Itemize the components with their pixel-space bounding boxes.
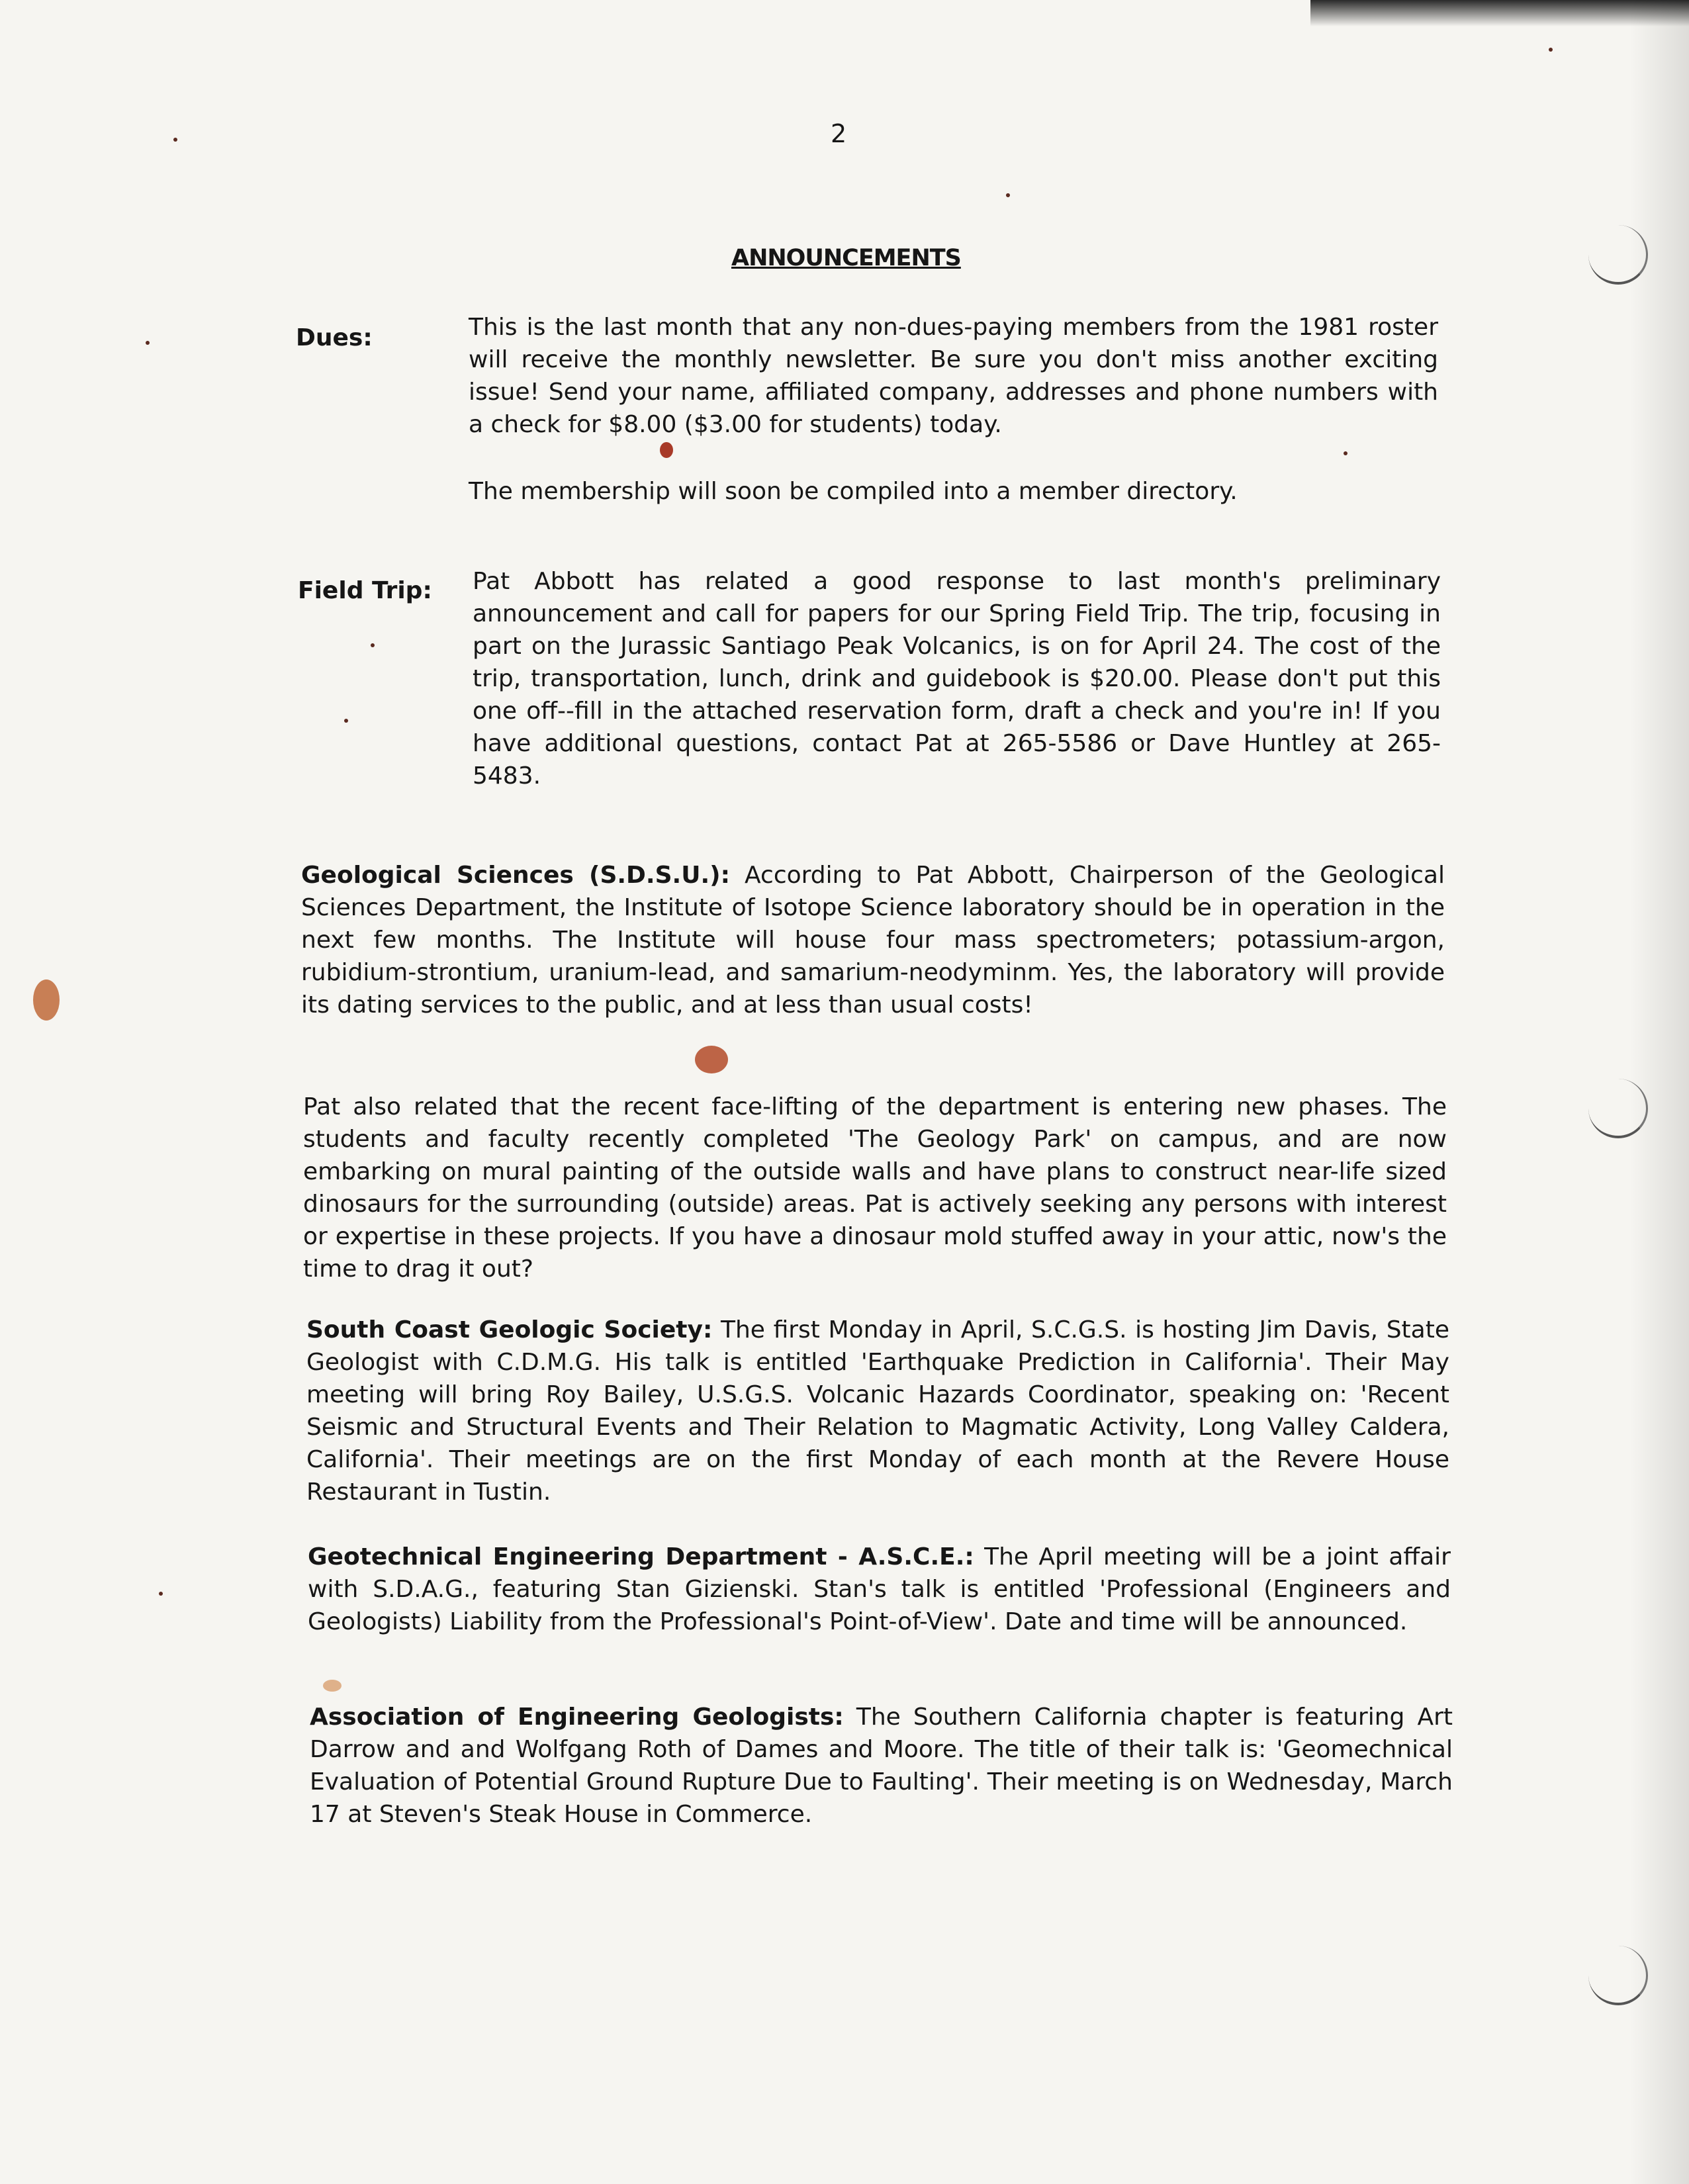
- speck: [146, 341, 150, 345]
- section-lead: Geotechnical Engineering Department - A.S.C.E.:: [308, 1543, 974, 1570]
- stain: [33, 979, 60, 1021]
- page-number: 2: [831, 119, 847, 148]
- section-lead: Geological Sciences (S.D.S.U.):: [301, 862, 730, 889]
- dues-paragraph: This is the last month that any non-dues-paying members from the 1981 roster will receive the monthly newsletter. Be sure you don't miss another exciting issue! Send your name, affiliated company, addresses and phone numbers with a check for $8.00 ($3.00 for students) today.: [469, 314, 1438, 438]
- page-title: ANNOUNCEMENTS: [731, 245, 961, 271]
- speck: [1549, 48, 1553, 52]
- binder-hole: [1588, 1079, 1648, 1138]
- field-trip-label: Field Trip:: [298, 577, 432, 604]
- speck: [159, 1592, 163, 1596]
- speck: [371, 643, 375, 647]
- south-coast-paragraph: [306, 1314, 1449, 1508]
- geotechnical-paragraph: [308, 1541, 1451, 1638]
- section-lead: Association of Engineering Geologists:: [310, 1704, 844, 1731]
- stain: [660, 442, 673, 458]
- section-text: The Southern California chapter is featuring Art Darrow and and Wolfgang Roth of Dames and Moore. The title of their talk is: 'Geomechnical Evaluation of Potential Ground Rupture Due to Faulting'. Their meeting is on Wednesday, March 17 at Steven's Steak House in Commerce.: [310, 1704, 1453, 1828]
- aeg-paragraph: [310, 1701, 1453, 1831]
- dues-note: The membership will soon be compiled into a member directory.: [469, 478, 1238, 505]
- speck: [1344, 451, 1347, 455]
- speck: [344, 719, 348, 723]
- stain: [323, 1680, 342, 1692]
- section-text: The first Monday in April, S.C.G.S. is hosting Jim Davis, State Geologist with C.D.M.G. His talk is entitled 'Earthquake Prediction in California'. Their May meeting will bring Roy Bailey, U.S.G.S. Volcanic Hazards Coordinator, speaking on: 'Recent Seismic and Structural Events and Their Relation to Magmatic Activity, Long Valley Caldera, California'. Their meetings are on the first Monday of each month at the Revere House Restaurant in Tustin.: [306, 1316, 1450, 1506]
- binder-hole: [1588, 1946, 1648, 2005]
- dues-label: Dues:: [296, 324, 373, 351]
- section-text: The April meeting will be a joint affair with S.D.A.G., featuring Stan Gizienski. Stan's talk is entitled 'Professional (Engineers and Geologists) Liability from the Professional's Point-of-View'. Date and time will be announced.: [308, 1543, 1451, 1635]
- geological-sciences-paragraph: [301, 859, 1445, 1021]
- stain: [695, 1046, 728, 1073]
- speck: [1006, 193, 1010, 197]
- section-lead: South Coast Geologic Society:: [306, 1316, 713, 1343]
- field-trip-paragraph: Pat Abbott has related a good response to last month's preliminary announcement and call for papers for our Spring Field Trip. The trip, focusing in part on the Jurassic Santiago Peak Volcanics, is on for April 24. The cost of the trip, transportation, lunch, drink and guidebook is $20.00. Please don't put this one off--fill in the attached reservation form, draft a check and you're in! If you have additional questions, contact Pat at 265-5586 or Dave Huntley at 265-5483.: [473, 568, 1441, 790]
- binder-hole: [1588, 225, 1648, 285]
- speck: [173, 138, 177, 142]
- geological-sciences-paragraph-2: Pat also related that the recent face-lifting of the department is entering new phases. The students and faculty recently completed 'The Geology Park' on campus, and are now embarking on mural painting of the outside walls and have plans to construct near-life sized dinosaurs for the surrounding (outside) areas. Pat is actively seeking any persons with interest or expertise in these projects. If you have a dinosaur mold stuffed away in your attic, now's the time to drag it out?: [303, 1093, 1447, 1283]
- section-text: According to Pat Abbott, Chairperson of the Geological Sciences Department, the Institute of Isotope Science laboratory should be in operation in the next few months. The Institute will house four mass spectrometers; potassium-argon, rubidium-strontium, uranium-lead, and samarium-neodyminm. Yes, the laboratory will provide its dating services to the public, and at less than usual costs!: [301, 862, 1445, 1019]
